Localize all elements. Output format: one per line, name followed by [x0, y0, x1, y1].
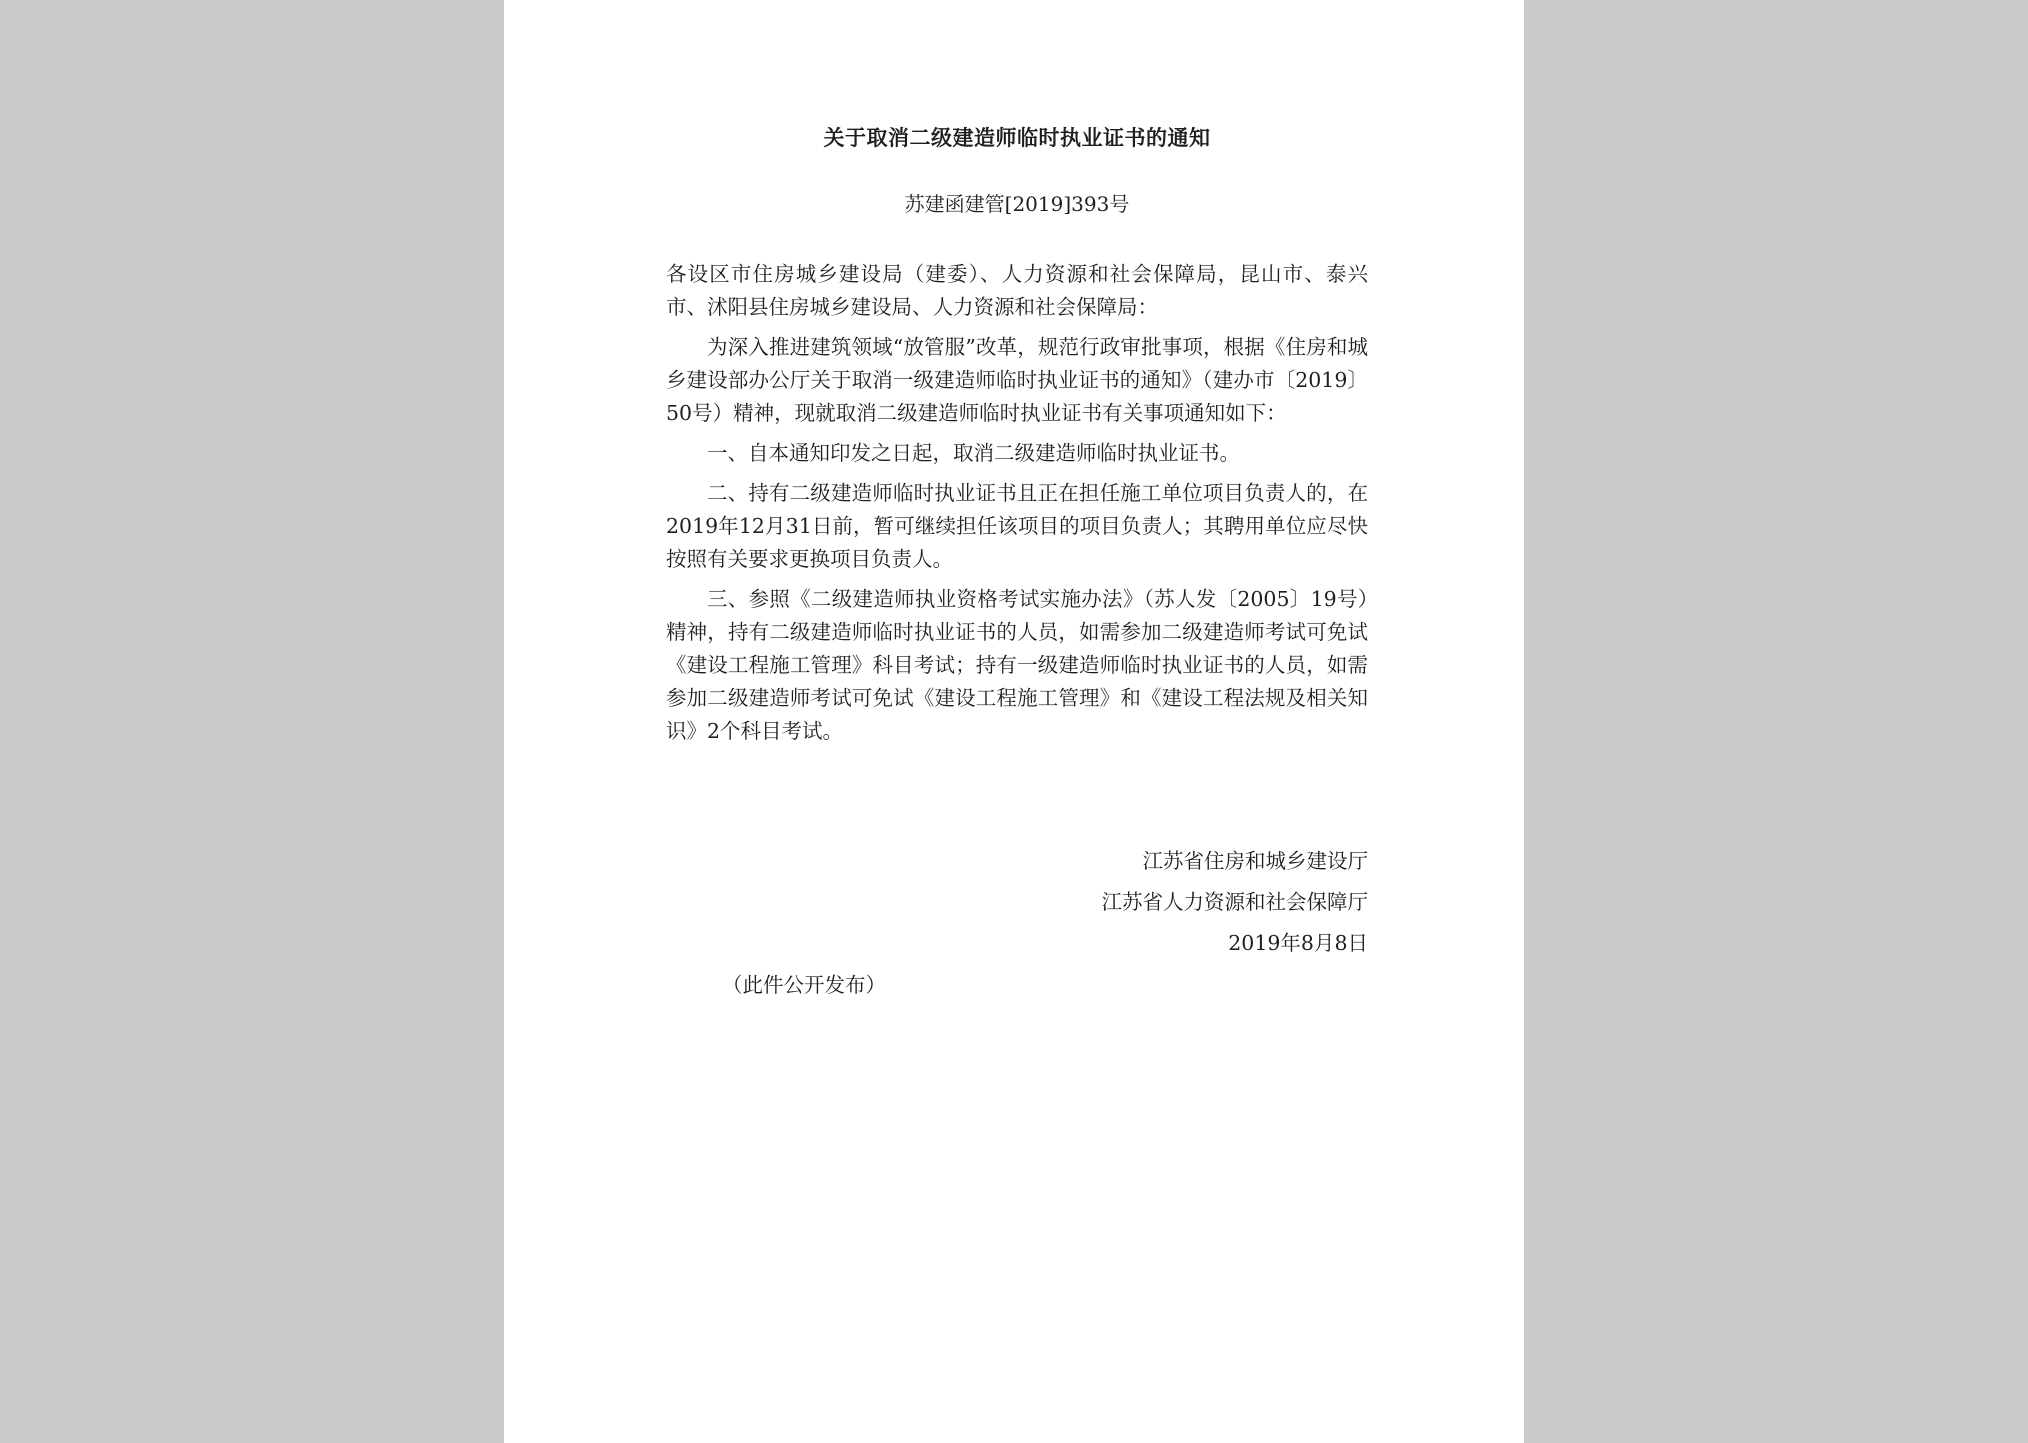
item-3-paragraph: 三、参照《二级建造师执业资格考试实施办法》（苏人发〔2005〕19号）精神，持有二级建造师临时执业证书的人员，如需参加二级建造师考试可免试《建设工程施工管理》科目考试；持有一级建造师临时执业证书的人员，如需参加二级建造师考试可免试《建设工程施工管理》和《建设工程法规及相关知识》2个科目考试。: [666, 587, 1368, 743]
document-page: [504, 0, 1524, 1443]
signature-issuer-2: 江苏省人力资源和社会保障厅: [1101, 890, 1368, 914]
public-release-note: （此件公开发布）: [722, 973, 886, 997]
signature-date: 2019年8月8日: [1228, 931, 1368, 955]
addressee-paragraph: 各设区市住房城乡建设局（建委）、人力资源和社会保障局，昆山市、泰兴市、沭阳县住房城乡建设局、人力资源和社会保障局：: [666, 262, 1368, 319]
item-1-paragraph: 一、自本通知印发之日起，取消二级建造师临时执业证书。: [707, 441, 1240, 465]
document-number: 苏建函建管[2019]393号: [904, 192, 1130, 216]
signature-issuer-1: 江苏省住房和城乡建设厅: [1142, 849, 1368, 873]
document-body: [666, 258, 1368, 755]
intro-paragraph: 为深入推进建筑领域“放管服”改革，规范行政审批事项，根据《住房和城乡建设部办公厅关于取消一级建造师临时执业证书的通知》（建办市〔2019〕50号）精神，现就取消二级建造师临时执业证书有关事项通知如下：: [666, 335, 1368, 425]
document-title: 关于取消二级建造师临时执业证书的通知: [823, 125, 1211, 150]
item-2-paragraph: 二、持有二级建造师临时执业证书且正在担任施工单位项目负责人的，在2019年12月31日前，暂可继续担任该项目的项目负责人；其聘用单位应尽快按照有关要求更换项目负责人。: [666, 481, 1368, 571]
